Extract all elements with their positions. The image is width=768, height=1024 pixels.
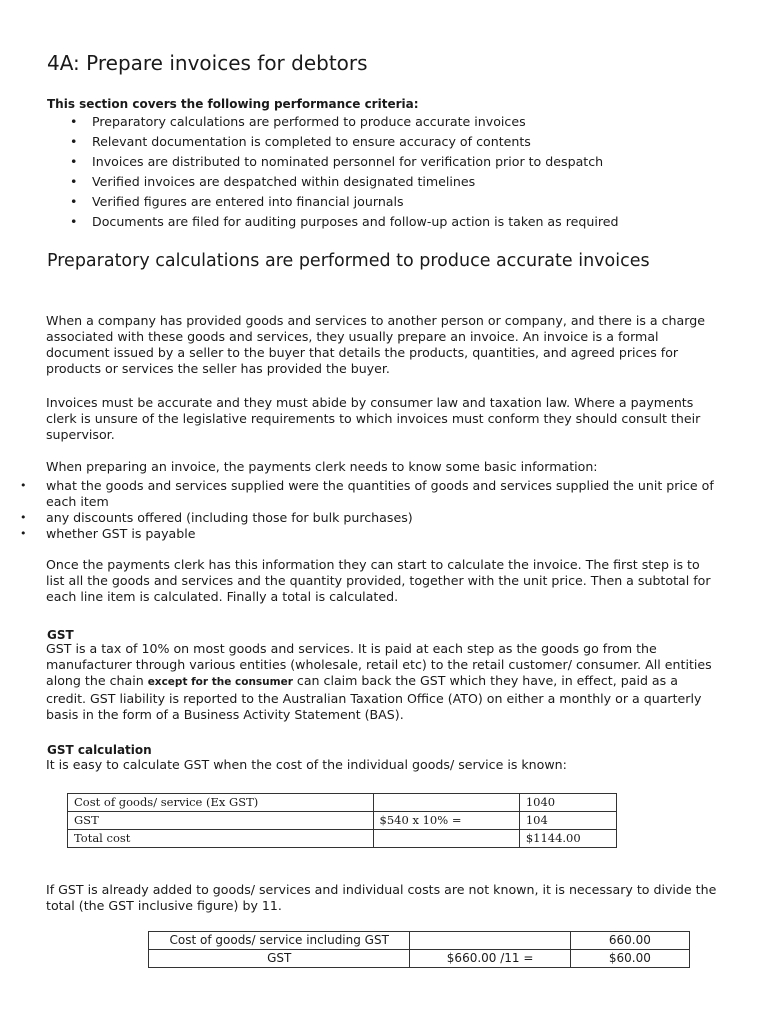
table-cell: Cost of goods/ service (Ex GST) bbox=[68, 794, 374, 812]
table-cell: Total cost bbox=[68, 830, 374, 848]
list-item: • Verified invoices are despatched within designated timelines bbox=[70, 172, 618, 192]
table-row bbox=[149, 932, 690, 950]
paragraph-gst-inclusive: If GST is already added to goods/ services and individual costs are not known, it is necessary to divide the total (the GST inclusive figure) by 11. bbox=[46, 882, 717, 913]
gst-heading: GST bbox=[47, 628, 74, 642]
paragraph-calculate-steps: Once the payments clerk has this information they can start to calculate the invoice. The first step is to list all the goods and services and the quantity provided, together with the unit price. Then a subtotal for each line item is calculated. Finally a total is calculated. bbox=[46, 557, 711, 604]
table-cell bbox=[373, 794, 519, 812]
gst-text-after: can claim back the GST which they have, in effect, paid as a credit. GST liability is reported to the Australian Taxation Office (ATO) on either a monthly or a quarterly basis in the form of a Business Activity Statement (BAS). bbox=[46, 672, 702, 722]
paragraph-invoice-definition: When a company has provided goods and services to another person or company, and there is a charge associated with these goods and services, they usually prepare an invoice. An invoice is a formal document issued by a seller to the buyer that details the products, quantities, and agreed prices for products or services the seller has provided the buyer. bbox=[46, 313, 705, 376]
page-title: 4A: Prepare invoices for debtors bbox=[47, 51, 368, 75]
paragraph-basic-info: When preparing an invoice, the payments clerk needs to know some basic information: bbox=[46, 459, 598, 474]
list-item: • any discounts offered (including those for bulk purchases) bbox=[20, 510, 720, 526]
table-row bbox=[68, 794, 617, 812]
table-cell: $660.00 /11 = bbox=[410, 950, 570, 968]
table-cell: $540 x 10% = bbox=[373, 812, 519, 830]
paragraph-invoice-law: Invoices must be accurate and they must abide by consumer law and taxation law. Where a payments clerk is unsure of the legislative requirements to which invoices must conform they should consult their supervisor. bbox=[46, 395, 701, 442]
list-item: • Relevant documentation is completed to ensure accuracy of contents bbox=[70, 132, 618, 152]
table-cell: 1040 bbox=[519, 794, 616, 812]
gst-table-inclusive bbox=[148, 931, 690, 968]
table-cell: GST bbox=[68, 812, 374, 830]
table-cell: GST bbox=[149, 950, 410, 968]
list-item: • Preparatory calculations are performed to produce accurate invoices bbox=[70, 112, 618, 132]
criteria-list bbox=[70, 112, 618, 232]
section-heading: Preparatory calculations are performed to produce accurate invoices bbox=[47, 251, 650, 271]
list-item: • Invoices are distributed to nominated personnel for verification prior to despatch bbox=[70, 152, 618, 172]
table-cell bbox=[410, 932, 570, 950]
gst-text-bold: except for the consumer bbox=[147, 675, 293, 688]
gst-text-before: GST is a tax of 10% on most goods and services. It is paid at each step as the goods go from the manufacturer through various entities (wholesale, retail etc) to the retail customer/ consumer. All entities along the chain bbox=[46, 641, 712, 688]
table-cell: Cost of goods/ service including GST bbox=[149, 932, 410, 950]
table-row bbox=[68, 812, 617, 830]
gst-calc-heading: GST calculation bbox=[47, 743, 152, 757]
gst-table-exclusive bbox=[67, 793, 617, 848]
table-row bbox=[149, 950, 690, 968]
criteria-intro: This section covers the following performance criteria: bbox=[47, 97, 419, 111]
table-cell: 660.00 bbox=[570, 932, 689, 950]
table-cell: $1144.00 bbox=[519, 830, 616, 848]
paragraph-gst bbox=[46, 641, 718, 723]
list-item: • Verified figures are entered into financial journals bbox=[70, 192, 618, 212]
table-cell: $60.00 bbox=[570, 950, 689, 968]
paragraph-gst-calc-intro: It is easy to calculate GST when the cost of the individual goods/ service is known: bbox=[46, 757, 567, 772]
table-cell: 104 bbox=[519, 812, 616, 830]
list-item: • whether GST is payable bbox=[20, 526, 720, 542]
info-list bbox=[20, 478, 720, 542]
list-item: • what the goods and services supplied were the quantities of goods and services supplied the unit price of each item bbox=[20, 478, 720, 510]
list-item: • Documents are filed for auditing purposes and follow-up action is taken as required bbox=[70, 212, 618, 232]
table-row bbox=[68, 830, 617, 848]
table-cell bbox=[373, 830, 519, 848]
